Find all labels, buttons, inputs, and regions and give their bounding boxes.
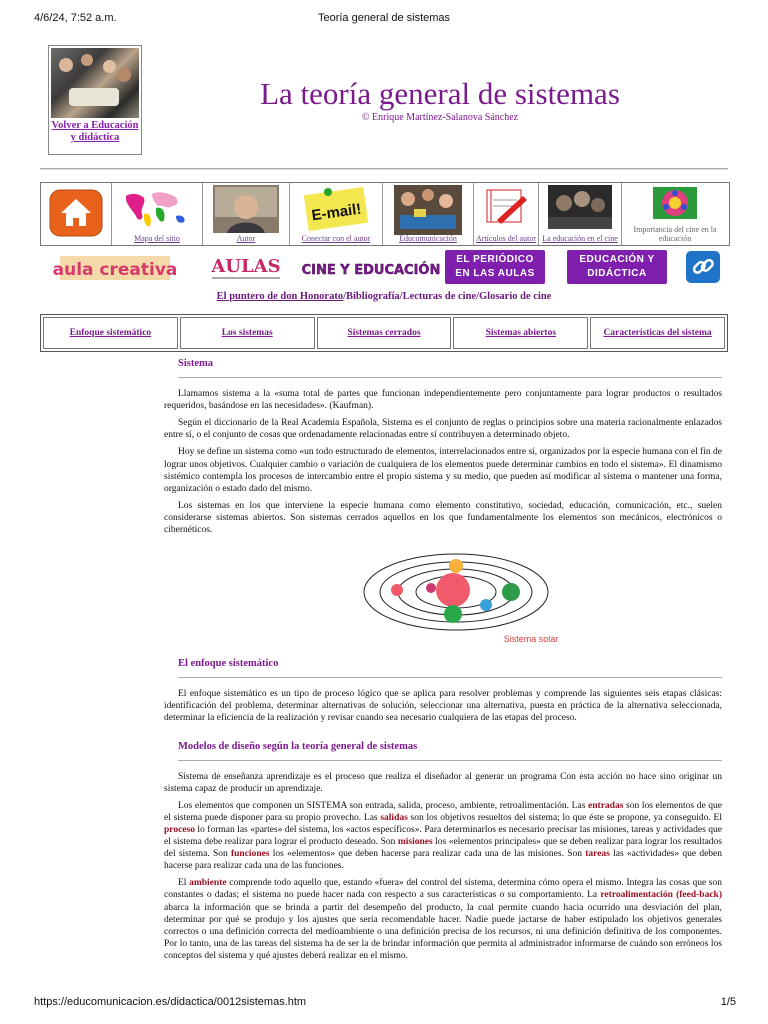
nav-label[interactable]: Artículos del autor (476, 234, 536, 243)
term-entradas: entradas (588, 800, 624, 811)
term-salidas: salidas (380, 812, 408, 823)
links-line (0, 291, 768, 302)
author-photo (213, 185, 279, 233)
notebook-pencil-icon (483, 186, 529, 226)
banners-row (40, 250, 728, 288)
term-tareas: tareas (585, 849, 610, 860)
banner-line: EL PERIÓDICO (456, 254, 534, 265)
film-reel-icon (651, 185, 699, 221)
aulas-logo (206, 250, 286, 284)
email-note-icon (300, 187, 372, 231)
term-proceso: proceso (164, 824, 195, 835)
print-date: 4/6/24, 7:52 a.m. (34, 12, 117, 24)
world-map-icon (122, 188, 192, 230)
other-links[interactable]: /Bibliografía/Lecturas de cine/Glosario de cine (343, 291, 552, 302)
main-content (164, 358, 722, 967)
educacion-didactica-banner[interactable] (567, 250, 667, 284)
nav-cinema-importance[interactable] (622, 183, 728, 245)
nav-author[interactable] (203, 183, 290, 245)
section-title-modelos: Modelos de diseño según la teoría general de sistemas (178, 741, 722, 761)
print-header (0, 12, 768, 28)
nav-label[interactable]: Importancia del cine en la educación (633, 225, 717, 243)
nav-educomunicacion[interactable] (383, 183, 474, 245)
periodico-banner[interactable] (445, 250, 545, 284)
puntero-link[interactable]: El puntero de don Honorato (216, 291, 344, 302)
banner-line: EN LAS AULAS (455, 268, 535, 279)
nav-bar (40, 182, 730, 246)
chain-link-icon (685, 250, 721, 284)
svg-text:E-mail!: E-mail! (310, 200, 363, 225)
term-funciones: funciones (230, 849, 270, 860)
paragraph: Los elementos que componen un SISTEMA son entrada, salida, proceso, ambiente, retroalimentación. Las entradas son los elementos de que el sistema puede disponer para su propio provecho. Las salidas son los objetivos resueltos del sistema; lo que éste se propone, ya conseguido. El proceso lo forman las «partes» del sistema, los «actos específicos». Para determinarlos es necesario precisar las misiones, tareas y actividades que el sistema debe realizar para lograr el producto deseado. Son misiones los «elementos principales» que se deben realizar para lograr los resultados del sistema. Son funciones los «elementos» que deben hacerse para realizar cada una de las misiones. Son tareas las «actividades» que deben hacerse para realizar cada una de las funciones. (164, 800, 722, 872)
tab-los-sistemas[interactable]: Los sistemas (180, 317, 315, 349)
home-icon[interactable] (49, 189, 103, 237)
tab-caracteristicas[interactable]: Características del sistema (590, 317, 725, 349)
back-link[interactable]: Volver a Educación y didáctica (51, 120, 139, 143)
paragraph: Llamamos sistema a la «suma total de partes que funcionan independientemente pero conjuntamente para lograr productos o resultados requeridos, basándose en las necesidades». (Kaufman). (164, 389, 722, 412)
page-title: La teoría general de sistemas (260, 76, 620, 111)
cine-educacion-banner[interactable] (301, 250, 441, 284)
paragraph: Los sistemas en los que interviene la especie humana como elemento constitutivo, sociedad, educación, comunicación, etc., suelen considerarse sistemas abiertos. Son sistemas cerrados aquellos en los que fundamentalmente los elementos son mecánicos, electrónicos o cibernéticos. (164, 500, 722, 536)
nav-label[interactable]: Mapa del sitio (134, 234, 180, 243)
banner-line: DIDÁCTICA (587, 268, 647, 279)
classroom-photo (394, 185, 462, 235)
cine-educacion-logo (301, 250, 441, 284)
paragraph: El ambiente comprende todo aquello que, estando «fuera» del control del sistema, determina cómo opera el mismo. Integra las cosas que son constantes o dadas; el sistema no puede hacer nada con respecto a sus características o su comportamiento. La retroalimentación (feed-back) abarca la información que se brinda a partir del desempeño del producto, la cual permite cuando hacia ocurrido una desviación del plan, determinar por qué se produjo y los ajustes que sería recomendable hacer. Nadie puede jactarse de haber estipulado los objetivos generales correctos o una definición correcta del medioambiente o una definición precisa de los recursos, ni una definición definitiva de los componentes. Por lo tanto, una de las tareas del sistema ha de ser la de brindar información que permita al administrador informarse de cuándo son erróneos los conceptos del sistema y qué ajustes deberá realizar en el mismo. (164, 878, 723, 961)
nav-label[interactable]: Conectar con el autor (301, 234, 371, 243)
section-title-sistema: Sistema (178, 358, 722, 378)
nav-home[interactable] (41, 183, 112, 245)
tab-sistemas-abiertos[interactable]: Sistemas abiertos (453, 317, 588, 349)
paragraph: Según el diccionario de la Real Academia Española, Sistema es el conjunto de reglas o principios sobre una materia racionalmente enlazados entre sí, o el conjunto de cosas que ordenadamente relacionadas entre sí contribuyen a determinado objeto. (164, 418, 722, 441)
svg-text:AULAS: AULAS (211, 256, 281, 277)
nav-label[interactable]: La educación en el cine (542, 234, 618, 243)
image-caption: Sistema solar (503, 634, 559, 645)
nav-articles[interactable] (474, 183, 539, 245)
divider (40, 168, 728, 170)
svg-text:aula creativa: aula creativa (52, 260, 178, 280)
nav-site-map[interactable] (112, 183, 203, 245)
print-title: Teoría general de sistemas (317, 12, 451, 24)
copyright: © Enrique Martínez-Salanova Sánchez (361, 112, 519, 123)
tab-sistemas-cerrados[interactable]: Sistemas cerrados (317, 317, 452, 349)
banner-line: EDUCACIÓN Y (579, 254, 655, 265)
solar-system-illustration (361, 542, 561, 648)
link-banner[interactable] (685, 250, 721, 284)
section-tabs (40, 314, 728, 352)
term-misiones: misiones (397, 837, 433, 848)
term-ambiente: ambiente (189, 878, 227, 889)
aula-creativa-logo (52, 250, 178, 284)
paragraph: El enfoque sistemático es un tipo de proceso lógico que se aplica para resolver problemas y comprende las siguientes seis etapas clásicas: identificación del problema, determinar alternativas de solución, seleccionar una alternativa, puesta en práctica de la alternativa seleccionada, determinar la eficiencia de la realización y revisar cuando sea necesario cualquiera de las etapas del proceso. (164, 689, 722, 724)
film-still (548, 185, 612, 229)
tab-enfoque-sistematico[interactable]: Enfoque sistemático (43, 317, 178, 349)
nav-label[interactable]: Educomunicación (399, 234, 457, 243)
back-link-box[interactable] (48, 45, 142, 155)
aula-creativa-banner[interactable] (52, 250, 178, 284)
print-url: https://educomunicacion.es/didactica/0012sistemas.htm (34, 996, 307, 1008)
solar-system-image (361, 542, 561, 648)
aulas-banner[interactable] (206, 250, 286, 284)
print-page-number: 1/5 (720, 996, 736, 1008)
paragraph: Sistema de enseñanza aprendizaje es el proceso que realiza el diseñador al generar un programa Con esta acción no hace sino originar un sistema capaz de producir un aprendizaje. (164, 771, 722, 794)
students-photo (51, 48, 139, 118)
svg-text:CINE Y EDUCACIÓN: CINE Y EDUCACIÓN (301, 263, 441, 278)
nav-label[interactable]: Autor (236, 234, 256, 243)
term-retroalimentacion: retroalimentación (feed-back) (600, 890, 723, 901)
nav-cinema-education[interactable] (539, 183, 622, 245)
section-title-enfoque: El enfoque sistemático (178, 658, 722, 678)
paragraph: Hoy se define un sistema como «un todo estructurado de elementos, interrelacionados entre sí, organizados por la especie humana con el fin de lograr unos objetivos. Cualquier cambio o variación de cualquiera de los elementos puede determinar cambios en todo el sistema». El dinamismo sistémico contempla los procesos de intercambio entre el propio sistema y su medio, que pueden así modificar al sistema o mantener una forma, organización o estado dado del mismo. (164, 447, 722, 494)
nav-contact[interactable] (290, 183, 383, 245)
